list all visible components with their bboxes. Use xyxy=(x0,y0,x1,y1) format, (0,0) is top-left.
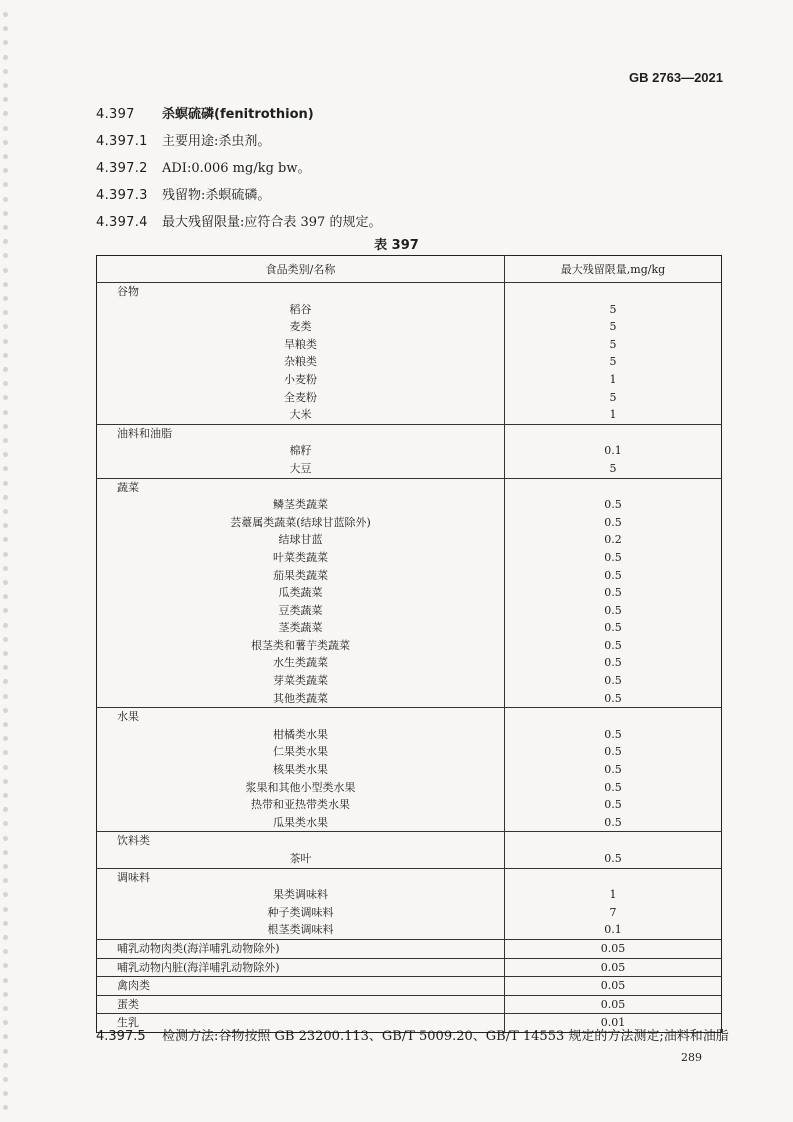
binding-hole xyxy=(3,12,8,17)
mrl-value: 0.5 xyxy=(604,621,622,635)
binding-hole xyxy=(3,949,8,954)
table-row xyxy=(97,939,722,958)
binding-hole xyxy=(3,708,8,713)
clause xyxy=(96,184,270,203)
standard-number: GB 2763—2021 xyxy=(629,70,723,85)
food-name: 茄果类蔬菜 xyxy=(97,567,505,585)
clause-text: ADI:0.006 mg/kg bw。 xyxy=(162,161,311,176)
clause-text: 残留物:杀螟硫磷。 xyxy=(162,188,271,203)
mrl-value: 0.5 xyxy=(604,763,622,777)
binding-hole xyxy=(3,40,8,45)
table-row xyxy=(97,318,722,336)
food-name: 大豆 xyxy=(97,460,505,478)
binding-hole xyxy=(3,963,8,968)
food-name: 杂粮类 xyxy=(97,353,505,371)
binding-hole xyxy=(3,367,8,372)
binding-hole xyxy=(3,878,8,883)
food-category: 饮料类 xyxy=(97,832,505,850)
binding-hole xyxy=(3,1034,8,1039)
binding-hole xyxy=(3,353,8,358)
binding-hole xyxy=(3,126,8,131)
binding-hole xyxy=(3,1049,8,1054)
binding-hole xyxy=(3,211,8,216)
binding-hole xyxy=(3,154,8,159)
mrl-value: 0.5 xyxy=(604,745,622,759)
table-row xyxy=(97,761,722,779)
mrl-value: 0.5 xyxy=(604,586,622,600)
header-mrl: 最大残留限量,mg/kg xyxy=(505,256,722,283)
food-category: 蔬菜 xyxy=(97,478,505,496)
mrl-value: 7 xyxy=(609,905,617,919)
header-food-category: 食品类别/名称 xyxy=(97,256,505,283)
table-row xyxy=(97,832,722,850)
binding-hole xyxy=(3,765,8,770)
binding-hole xyxy=(3,1077,8,1082)
mrl-value: 0.5 xyxy=(604,515,622,529)
mrl-value: 0.5 xyxy=(604,568,622,582)
food-name: 旱粮类 xyxy=(97,336,505,354)
mrl-value: 1 xyxy=(609,372,617,386)
binding-hole xyxy=(3,892,8,897)
food-category: 调味料 xyxy=(97,868,505,886)
food-name: 核果类水果 xyxy=(97,761,505,779)
binding-hole xyxy=(3,1020,8,1025)
clause xyxy=(96,130,270,149)
food-name: 全麦粉 xyxy=(97,389,505,407)
table-row xyxy=(97,814,722,832)
mrl-value: 5 xyxy=(609,320,617,334)
binding-hole xyxy=(3,168,8,173)
mrl-value xyxy=(505,283,722,301)
binding-hole xyxy=(3,438,8,443)
mrl-value: 5 xyxy=(609,337,617,351)
table-row xyxy=(97,496,722,514)
mrl-value: 0.5 xyxy=(604,691,622,705)
mrl-value: 0.5 xyxy=(604,780,622,794)
table-row xyxy=(97,478,722,496)
mrl-value: 5 xyxy=(609,461,617,475)
clause xyxy=(96,103,314,122)
binding-hole xyxy=(3,594,8,599)
clause-text: 检测方法:谷物按照 GB 23200.113、GB/T 5009.20、GB/T 14553 规定的方法测定;油料和油脂 xyxy=(162,1029,729,1044)
food-name: 棉籽 xyxy=(97,442,505,460)
food-name: 麦类 xyxy=(97,318,505,336)
mrl-value: 0.05 xyxy=(505,939,722,958)
table-row xyxy=(97,336,722,354)
binding-hole xyxy=(3,424,8,429)
table-row xyxy=(97,460,722,478)
food-category: 哺乳动物内脏(海洋哺乳动物除外) xyxy=(97,958,505,977)
table-row xyxy=(97,958,722,977)
table-row xyxy=(97,977,722,996)
mrl-value: 0.5 xyxy=(604,798,622,812)
binding-hole xyxy=(3,523,8,528)
food-name: 芽菜类蔬菜 xyxy=(97,672,505,690)
mrl-value: 0.5 xyxy=(604,852,622,865)
binding-hole xyxy=(3,339,8,344)
binding-hole xyxy=(3,992,8,997)
binding-hole xyxy=(3,395,8,400)
table-row xyxy=(97,637,722,655)
binding-hole xyxy=(3,111,8,116)
binding-hole xyxy=(3,509,8,514)
binding-hole xyxy=(3,850,8,855)
binding-hole xyxy=(3,921,8,926)
table-row xyxy=(97,619,722,637)
food-name: 瓜果类水果 xyxy=(97,814,505,832)
mrl-value: 5 xyxy=(609,302,617,316)
mrl-value xyxy=(505,424,722,442)
binding-hole xyxy=(3,552,8,557)
table-row xyxy=(97,921,722,939)
table-row xyxy=(97,283,722,301)
food-name: 茶叶 xyxy=(97,850,505,868)
food-name: 结球甘蓝 xyxy=(97,531,505,549)
binding-hole xyxy=(3,864,8,869)
table-row xyxy=(97,796,722,814)
food-name: 根茎类和薯芋类蔬菜 xyxy=(97,637,505,655)
binding-hole xyxy=(3,452,8,457)
clause-number: 4.397.2 xyxy=(96,161,148,176)
food-name: 叶菜类蔬菜 xyxy=(97,549,505,567)
binding-hole xyxy=(3,793,8,798)
food-name: 种子类调味料 xyxy=(97,904,505,922)
food-name: 浆果和其他小型类水果 xyxy=(97,779,505,797)
food-name: 鳞茎类蔬菜 xyxy=(97,496,505,514)
table-row xyxy=(97,850,722,868)
mrl-value: 0.5 xyxy=(604,498,622,512)
table-row xyxy=(97,904,722,922)
binding-hole xyxy=(3,55,8,60)
mrl-value: 0.5 xyxy=(604,550,622,564)
table-row xyxy=(97,672,722,690)
table-title: 表 397 xyxy=(374,238,419,253)
food-category: 禽肉类 xyxy=(97,977,505,996)
table-row xyxy=(97,531,722,549)
binding-hole xyxy=(3,637,8,642)
binding-hole xyxy=(3,310,8,315)
clause-text: 杀螟硫磷(fenitrothion) xyxy=(162,107,314,122)
food-name: 稻谷 xyxy=(97,301,505,319)
binding-hole xyxy=(3,466,8,471)
binding-hole xyxy=(3,1063,8,1068)
food-category: 蛋类 xyxy=(97,995,505,1014)
mrl-value: 0.05 xyxy=(505,958,722,977)
binding-hole xyxy=(3,679,8,684)
food-name: 其他类蔬菜 xyxy=(97,690,505,708)
clause-number: 4.397.3 xyxy=(96,188,148,203)
table-row xyxy=(97,584,722,602)
binding-hole xyxy=(3,736,8,741)
clause-number: 4.397.1 xyxy=(96,134,148,149)
food-name: 豆类蔬菜 xyxy=(97,602,505,620)
mrl-value: 0.5 xyxy=(604,656,622,670)
clause-text: 主要用途:杀虫剂。 xyxy=(162,134,271,149)
food-category: 生乳 xyxy=(97,1014,505,1033)
binding-hole xyxy=(3,83,8,88)
food-category: 谷物 xyxy=(97,283,505,301)
mrl-value: 0.5 xyxy=(604,674,622,688)
table-row xyxy=(97,389,722,407)
mrl-value: 0.05 xyxy=(505,977,722,996)
binding-hole xyxy=(3,580,8,585)
binding-hole xyxy=(3,779,8,784)
clause-number: 4.397.4 xyxy=(96,215,148,230)
mrl-value: 0.1 xyxy=(604,444,622,458)
mrl-value: 0.5 xyxy=(604,638,622,652)
binding-hole xyxy=(3,608,8,613)
mrl-table xyxy=(96,255,722,1033)
table-row xyxy=(97,353,722,371)
binding-hole xyxy=(3,253,8,258)
binding-hole xyxy=(3,481,8,486)
mrl-value xyxy=(505,478,722,496)
food-name: 水生类蔬菜 xyxy=(97,654,505,672)
food-name: 柑橘类水果 xyxy=(97,726,505,744)
binding-hole xyxy=(3,1105,8,1110)
food-category: 油料和油脂 xyxy=(97,424,505,442)
binding-hole xyxy=(3,935,8,940)
table-row xyxy=(97,868,722,886)
table-row xyxy=(97,708,722,726)
mrl-value xyxy=(505,708,722,726)
food-name: 果类调味料 xyxy=(97,886,505,904)
binding-hole xyxy=(3,69,8,74)
binding-hole xyxy=(3,268,8,273)
binding-hole xyxy=(3,722,8,727)
binding-hole xyxy=(3,197,8,202)
table-row xyxy=(97,690,722,708)
binding-hole xyxy=(3,694,8,699)
clause xyxy=(96,157,311,176)
binding-hole xyxy=(3,381,8,386)
table-row xyxy=(97,424,722,442)
binding-hole xyxy=(3,97,8,102)
clause-number: 4.397.5 xyxy=(96,1029,146,1044)
binding-hole xyxy=(3,495,8,500)
table-row xyxy=(97,406,722,424)
page-number: 289 xyxy=(681,1051,702,1064)
binding-hole xyxy=(3,651,8,656)
mrl-value: 0.5 xyxy=(604,727,622,741)
mrl-value: 0.01 xyxy=(505,1014,722,1033)
table-header-row xyxy=(97,256,722,283)
binding-hole xyxy=(3,282,8,287)
clause xyxy=(96,211,381,230)
binding-hole xyxy=(3,821,8,826)
binding-hole xyxy=(3,140,8,145)
food-name: 瓜类蔬菜 xyxy=(97,584,505,602)
binding-hole xyxy=(3,324,8,329)
binding-hole xyxy=(3,807,8,812)
mrl-value: 0.5 xyxy=(604,815,622,829)
food-name: 小麦粉 xyxy=(97,371,505,389)
binding-hole xyxy=(3,623,8,628)
binding-hole xyxy=(3,566,8,571)
mrl-value: 0.5 xyxy=(604,603,622,617)
binding-hole xyxy=(3,978,8,983)
table-row xyxy=(97,886,722,904)
table-row xyxy=(97,301,722,319)
table-row xyxy=(97,567,722,585)
clause-number: 4.397 xyxy=(96,107,135,122)
table-row xyxy=(97,743,722,761)
binding-hole xyxy=(3,1006,8,1011)
table-row xyxy=(97,726,722,744)
food-name: 根茎类调味料 xyxy=(97,921,505,939)
table-row xyxy=(97,779,722,797)
binding-hole xyxy=(3,665,8,670)
binding-hole xyxy=(3,225,8,230)
food-name: 茎类蔬菜 xyxy=(97,619,505,637)
binding-hole xyxy=(3,410,8,415)
food-name: 热带和亚热带类水果 xyxy=(97,796,505,814)
mrl-value: 5 xyxy=(609,390,617,404)
table-row xyxy=(97,514,722,532)
table-row xyxy=(97,995,722,1014)
table-row xyxy=(97,371,722,389)
mrl-value: 1 xyxy=(609,888,617,902)
binding-hole xyxy=(3,296,8,301)
binding-holes xyxy=(0,0,14,1122)
clause-text: 最大残留限量:应符合表 397 的规定。 xyxy=(162,215,382,230)
food-name: 大米 xyxy=(97,406,505,424)
binding-hole xyxy=(3,750,8,755)
binding-hole xyxy=(3,26,8,31)
mrl-value xyxy=(505,832,722,850)
binding-hole xyxy=(3,537,8,542)
clause-detection-method xyxy=(96,1025,729,1044)
mrl-value: 5 xyxy=(609,355,617,369)
food-category: 水果 xyxy=(97,708,505,726)
table-row xyxy=(97,442,722,460)
table-row xyxy=(97,654,722,672)
table-row xyxy=(97,602,722,620)
mrl-value: 1 xyxy=(609,408,617,422)
food-category: 哺乳动物肉类(海洋哺乳动物除外) xyxy=(97,939,505,958)
binding-hole xyxy=(3,836,8,841)
binding-hole xyxy=(3,907,8,912)
mrl-value: 0.05 xyxy=(505,995,722,1014)
food-name: 芸薹属类蔬菜(结球甘蓝除外) xyxy=(97,514,505,532)
table-row xyxy=(97,549,722,567)
mrl-value xyxy=(505,868,722,886)
mrl-value: 0.2 xyxy=(604,533,622,547)
binding-hole xyxy=(3,1091,8,1096)
binding-hole xyxy=(3,182,8,187)
food-name: 仁果类水果 xyxy=(97,743,505,761)
mrl-value: 0.1 xyxy=(604,923,622,937)
